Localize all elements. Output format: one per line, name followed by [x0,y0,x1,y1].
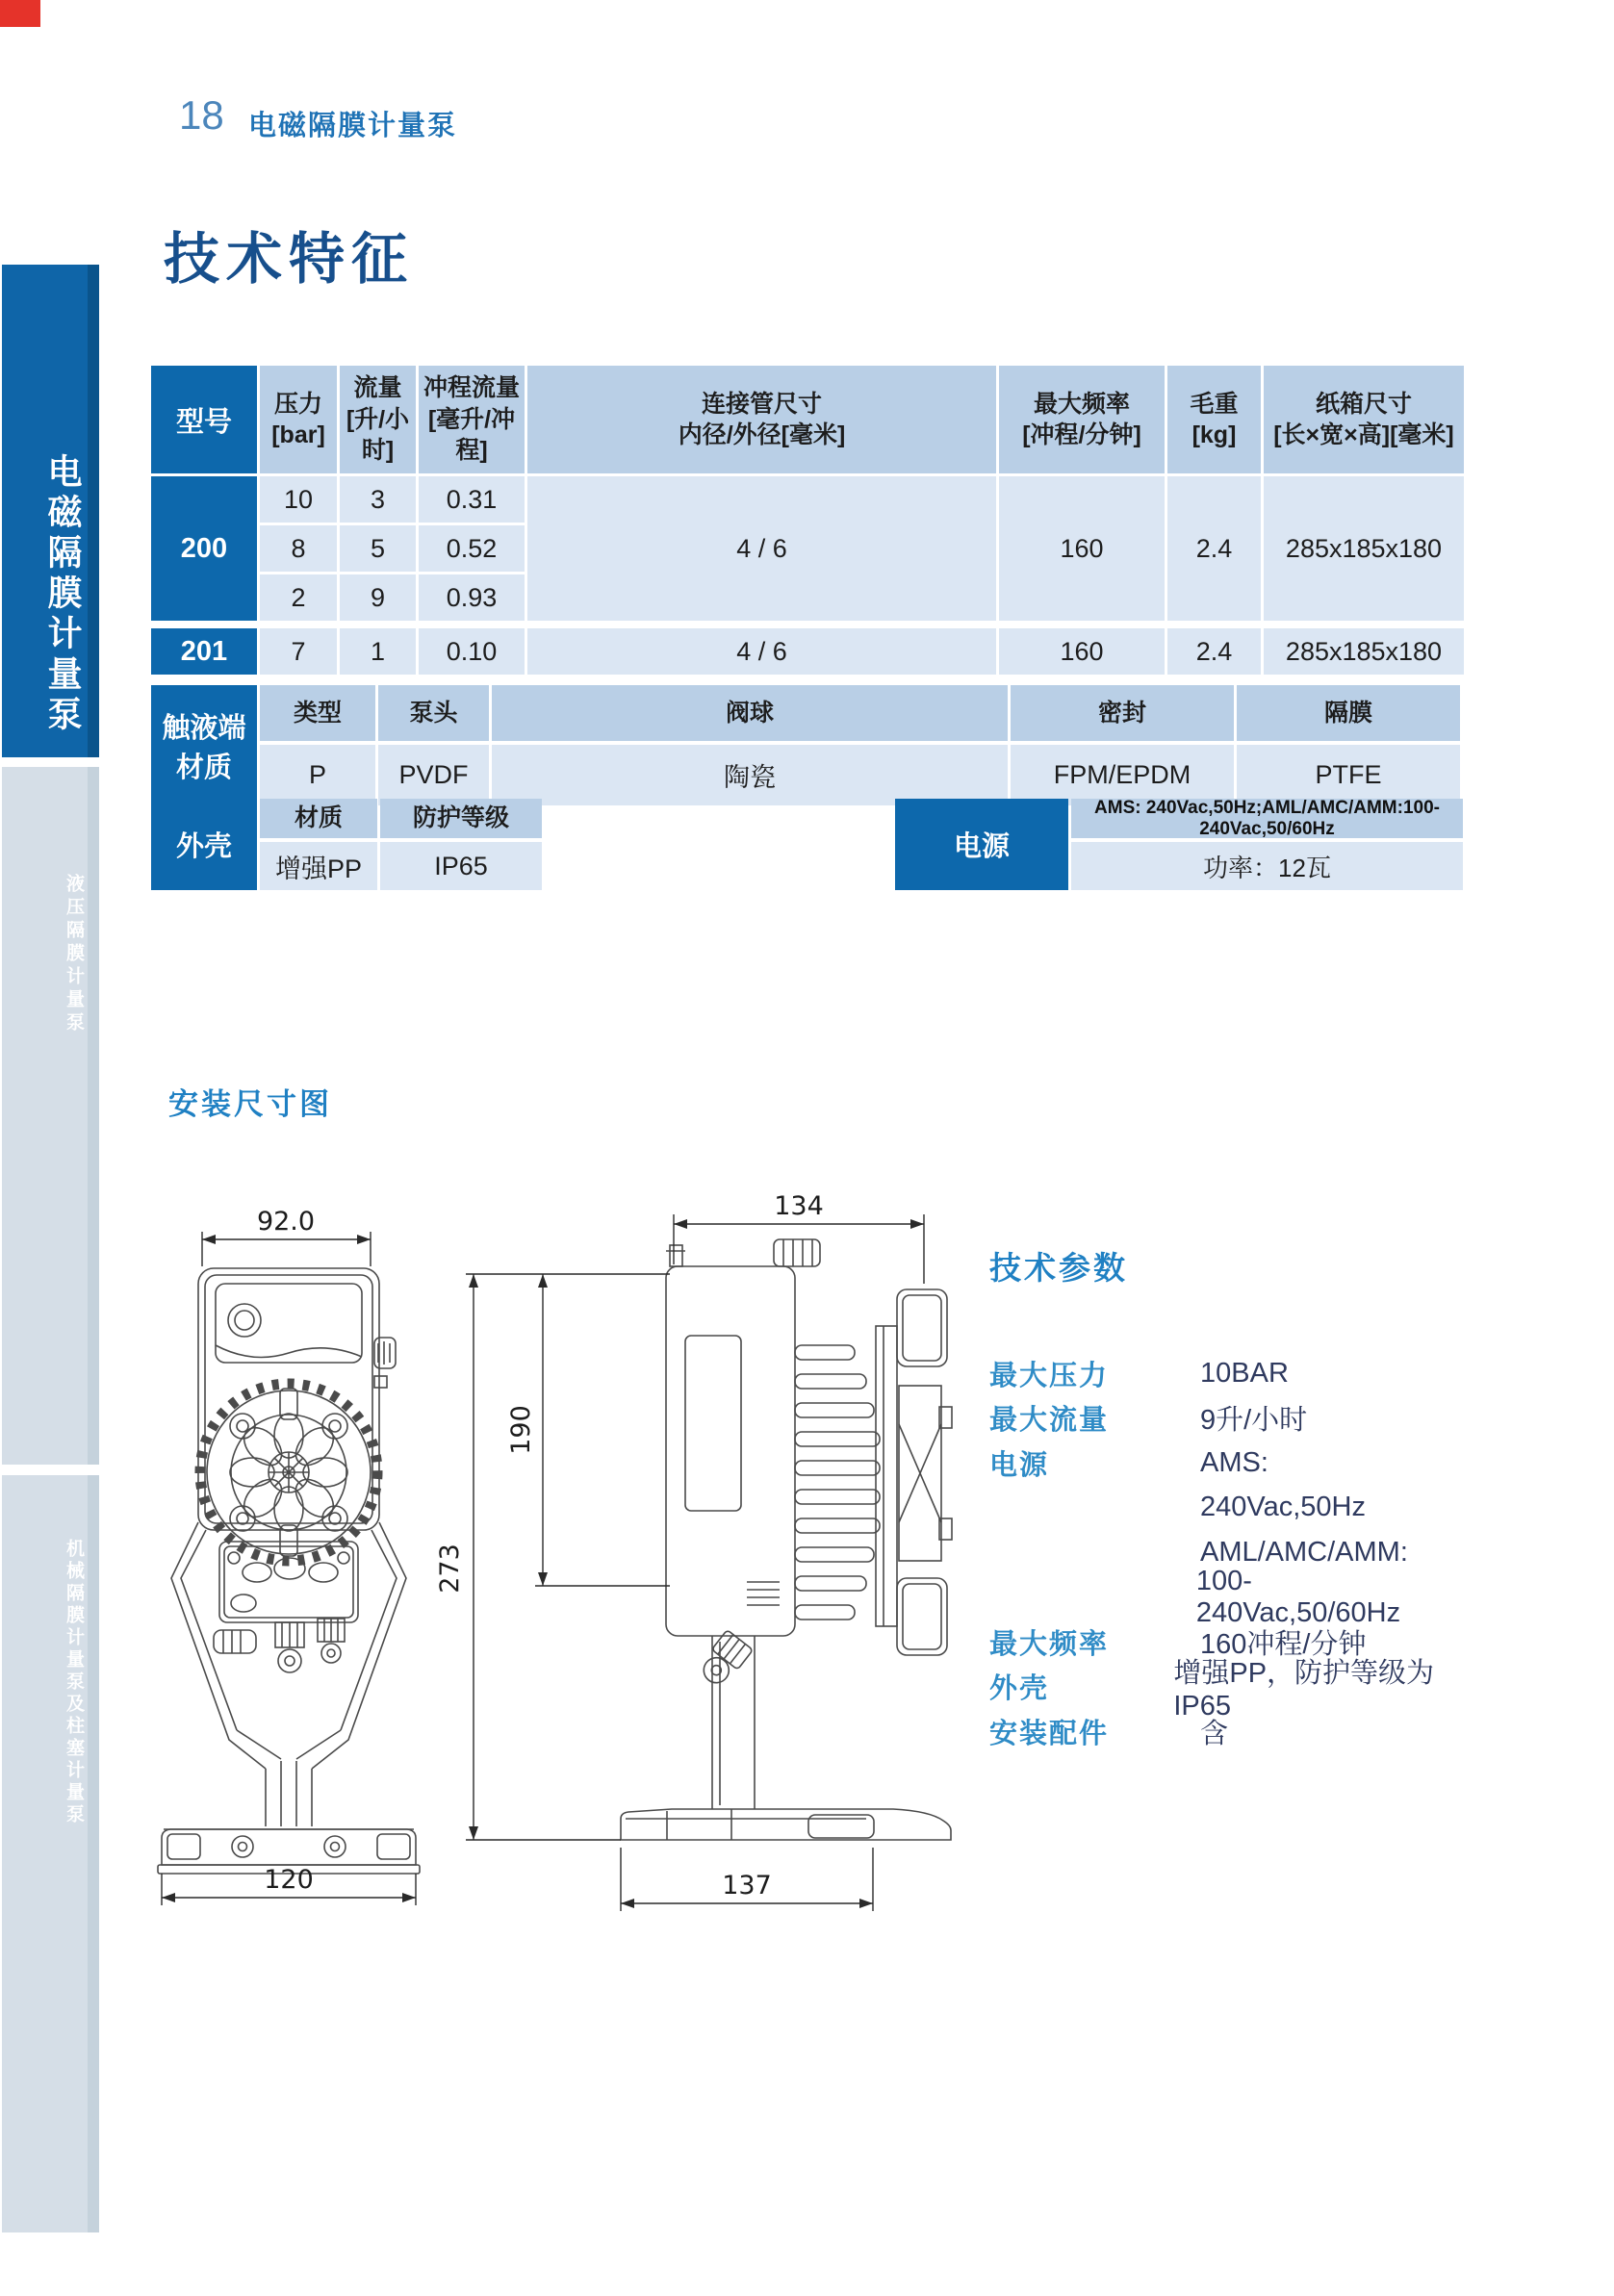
carton-value-201: 285x185x180 [1264,628,1464,675]
spec-table [151,366,1464,675]
materials-table [151,685,1460,805]
header-pump-head: 泵头 [378,685,489,741]
frequency-value-201: 160 [999,628,1165,675]
sidebar-tab-solenoid-pumps[interactable] [2,265,99,757]
front-base-dimension [162,1865,416,1905]
header-flow: 流量 [升/小时] [340,366,416,473]
page-title: 技术特征 [164,228,415,291]
valve-ball-value: 陶瓷 [492,745,1008,805]
param-label: 最大压力 [989,1360,1110,1391]
pressure-value: 7 [260,628,337,675]
param-value: 增强PP，防护等级为IP65 [1173,1657,1435,1722]
material-value: 增强PP [260,842,377,890]
frequency-value-200: 160 [999,476,1165,621]
header-diaphragm: 隔膜 [1237,685,1460,741]
pressure-value: 2 [260,574,337,621]
dim-side-total-height: 273 [435,1543,465,1594]
ip-rating-value: IP65 [380,842,542,890]
param-value: 160冲程/分钟 [1200,1628,1367,1660]
header-model: 型号 [151,366,257,473]
power-voltage-value: AMS: 240Vac,50Hz;AML/AMC/AMM:100-240Vac,50/60Hz [1071,799,1463,838]
param-row [989,1441,1451,1486]
dim-front-base: 120 [264,1865,314,1895]
diaphragm-value: PTFE [1237,745,1460,805]
power-wattage-value: 功率：12瓦 [1071,842,1463,890]
corner-red-mark [0,0,40,27]
pump-head-value: PVDF [378,745,489,805]
param-value: 含 [1200,1718,1229,1749]
header-material: 材质 [260,799,377,838]
pressure-value: 8 [260,525,337,572]
housing-label: 外壳 [151,799,257,890]
pressure-value: 10 [260,476,337,523]
flow-value: 5 [340,525,416,572]
materials-label: 触液端材质 [151,685,257,805]
housing-table [151,799,542,890]
params-list [989,1351,1451,1754]
dim-front-width: 92.0 [256,1207,316,1237]
header-gross-weight: 毛重 [kg] [1167,366,1261,473]
side-total-height-dimension [435,1274,670,1840]
param-value: 9升/小时 [1200,1405,1308,1437]
carton-value-200: 285x185x180 [1264,476,1464,621]
page-number: 18 [179,92,224,138]
param-row [989,1565,1451,1628]
flow-value: 3 [340,476,416,523]
model-201-cell: 201 [151,628,257,675]
type-value: P [260,745,375,805]
weight-value-201: 2.4 [1167,628,1261,675]
stroke-value: 0.10 [419,628,525,675]
param-label: 外壳 [989,1673,1050,1705]
pump-side-view [621,1239,952,1840]
header-ip-rating: 防护等级 [380,799,542,838]
sidebar-tab-label: 电磁隔膜计量泵 [43,453,83,736]
seal-value: FPM/EPDM [1011,745,1234,805]
params-heading: 技术参数 [989,1250,1128,1286]
side-inner-height-dimension [506,1274,670,1586]
install-drawing-heading: 安装尺寸图 [168,1087,332,1121]
installation-dimension-drawing [135,1184,1136,1953]
page-section-title: 电磁隔膜计量泵 [248,111,458,141]
sidebar-tab-mechanical-pumps[interactable] [2,1475,99,2232]
header-valve-ball: 阀球 [492,685,1008,741]
flow-value: 9 [340,574,416,621]
param-value: 240Vac,50Hz [1200,1492,1366,1523]
header-pipe-size: 连接管尺寸 内径/外径[毫米] [527,366,996,473]
flow-value: 1 [340,628,416,675]
stroke-value: 0.93 [419,574,525,621]
header-pressure: 压力 [bar] [260,366,337,473]
param-label: 最大流量 [989,1405,1110,1437]
param-row [989,1486,1451,1531]
param-value: AML/AMC/AMM: [1200,1536,1408,1568]
sidebar-tab-hydraulic-pumps[interactable] [2,767,99,1465]
front-width-dimension [202,1207,371,1266]
side-width-dimension [674,1191,924,1284]
pump-front-view [158,1268,420,1874]
sidebar-tab-label: 机械隔膜计量泵及柱塞计量泵 [64,1539,84,1826]
dim-side-width: 134 [774,1191,824,1221]
param-row [989,1351,1451,1396]
pipe-value-201: 4 / 6 [527,628,996,675]
model-200-cell: 200 [151,476,257,621]
stroke-value: 0.52 [419,525,525,572]
param-value: 100-240Vac,50/60Hz [1195,1565,1401,1628]
dim-side-base: 137 [722,1871,772,1901]
param-row [989,1396,1451,1441]
power-label: 电源 [895,799,1068,890]
header-max-frequency: 最大频率 [冲程/分钟] [999,366,1165,473]
side-base-dimension [621,1848,873,1911]
header-seal: 密封 [1011,685,1234,741]
dim-side-inner-height: 190 [506,1405,536,1455]
param-label: 电源 [989,1449,1050,1481]
header-stroke-flow: 冲程流量 [毫升/冲程] [419,366,525,473]
param-label: 最大频率 [989,1628,1110,1660]
param-value: AMS: [1200,1446,1268,1478]
weight-value-200: 2.4 [1167,476,1261,621]
param-value: 10BAR [1200,1357,1289,1389]
header-carton-size: 纸箱尺寸 [长×宽×高][毫米] [1264,366,1464,473]
pipe-value-200: 4 / 6 [527,476,996,621]
stroke-value: 0.31 [419,476,525,523]
power-table [895,799,1463,890]
param-label: 安装配件 [989,1718,1110,1749]
sidebar-tab-label: 液压隔膜计量泵 [64,874,84,1035]
param-row [989,1657,1451,1722]
header-type: 类型 [260,685,375,741]
